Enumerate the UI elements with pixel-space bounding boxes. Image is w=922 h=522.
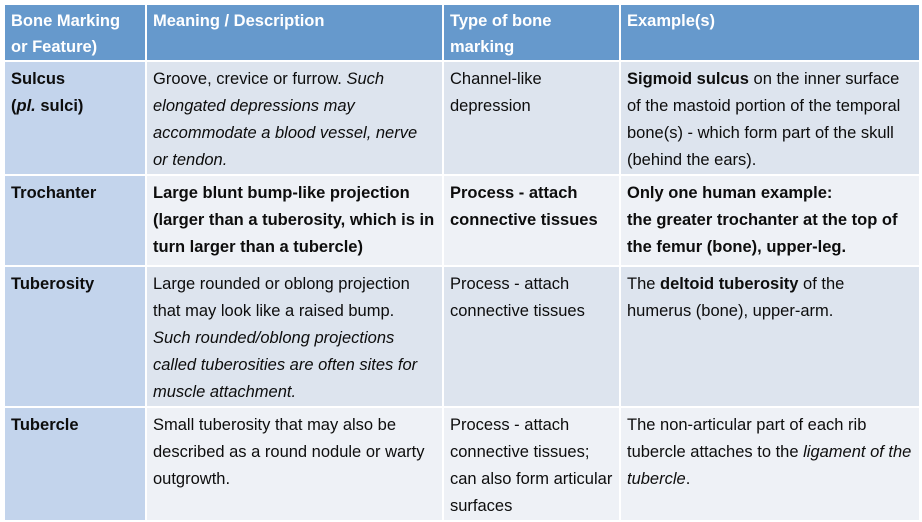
- header-meaning: Meaning / Description: [146, 4, 443, 61]
- header-feature: Bone Marking or Feature): [4, 4, 146, 61]
- meaning-cell-tubercle: Small tuberosity that may also be described as a round nodule or warty outgrowth.: [146, 407, 443, 521]
- feature-name: Sulcus: [11, 70, 66, 88]
- meaning-italic-text: Such rounded/oblong projections called tuberosities are often sites for muscle attachment.: [153, 329, 418, 401]
- meaning-cell-trochanter: Large blunt bump-like projection (larger than a tuberosity, which is in turn larger than a tubercle): [146, 175, 443, 266]
- meaning-text: Groove, crevice or furrow.: [153, 70, 347, 88]
- header-examples: Example(s): [620, 4, 920, 61]
- example-cell-tuberosity: [620, 266, 920, 407]
- feature-plural-abbrev: pl.: [16, 97, 36, 115]
- meaning-cell-tuberosity: [146, 266, 443, 407]
- table-row-sulcus: [4, 61, 920, 175]
- example-pre-text: The non-articular part of each rib tubercle attaches to the: [627, 416, 867, 461]
- example-post-text: .: [685, 470, 691, 488]
- example-cell-trochanter: [620, 175, 920, 266]
- table-row-trochanter: [4, 175, 920, 266]
- feature-cell-tubercle: Tubercle: [4, 407, 146, 521]
- example-cell-sulcus: [620, 61, 920, 175]
- example-line-1: Only one human example:: [627, 184, 833, 202]
- meaning-cell-sulcus: [146, 61, 443, 175]
- feature-cell-sulcus: [4, 61, 146, 175]
- header-row: [4, 4, 920, 61]
- example-pre-text: The: [627, 275, 661, 293]
- type-cell-tubercle: Process - attach connective tissues; can also form articular surfaces: [443, 407, 620, 521]
- header-type: Type of bone marking: [443, 4, 620, 61]
- example-italic-text: ligament of the tubercle: [627, 443, 912, 488]
- table-row-tuberosity: [4, 266, 920, 407]
- type-cell-sulcus: Channel-like depression: [443, 61, 620, 175]
- feature-plural: sulci): [35, 97, 84, 115]
- example-cell-tubercle: [620, 407, 920, 521]
- feature-paren-open: (: [11, 97, 17, 115]
- feature-cell-tuberosity: Tuberosity: [4, 266, 146, 407]
- bone-markings-table: [3, 3, 921, 522]
- example-line-2: the greater trochanter at the top of the femur (bone), upper-leg.: [627, 211, 898, 256]
- example-text: on the inner surface of the mastoid portion of the temporal bone(s) - which form part of the skull (behind the ears).: [627, 70, 901, 169]
- meaning-italic-text: Such elongated depressions may accommodate a blood vessel, nerve or tendon.: [153, 70, 418, 169]
- example-bold-text: Sigmoid sulcus: [627, 70, 749, 88]
- feature-cell-trochanter: Trochanter: [4, 175, 146, 266]
- example-bold-text: deltoid tuberosity: [660, 275, 799, 293]
- meaning-text: Large rounded or oblong projection that may look like a raised bump.: [153, 275, 410, 320]
- table-row-tubercle: [4, 407, 920, 521]
- type-cell-tuberosity: Process - attach connective tissues: [443, 266, 620, 407]
- example-post-text: of the humerus (bone), upper-arm.: [627, 275, 845, 320]
- type-cell-trochanter: Process - attach connective tissues: [443, 175, 620, 266]
